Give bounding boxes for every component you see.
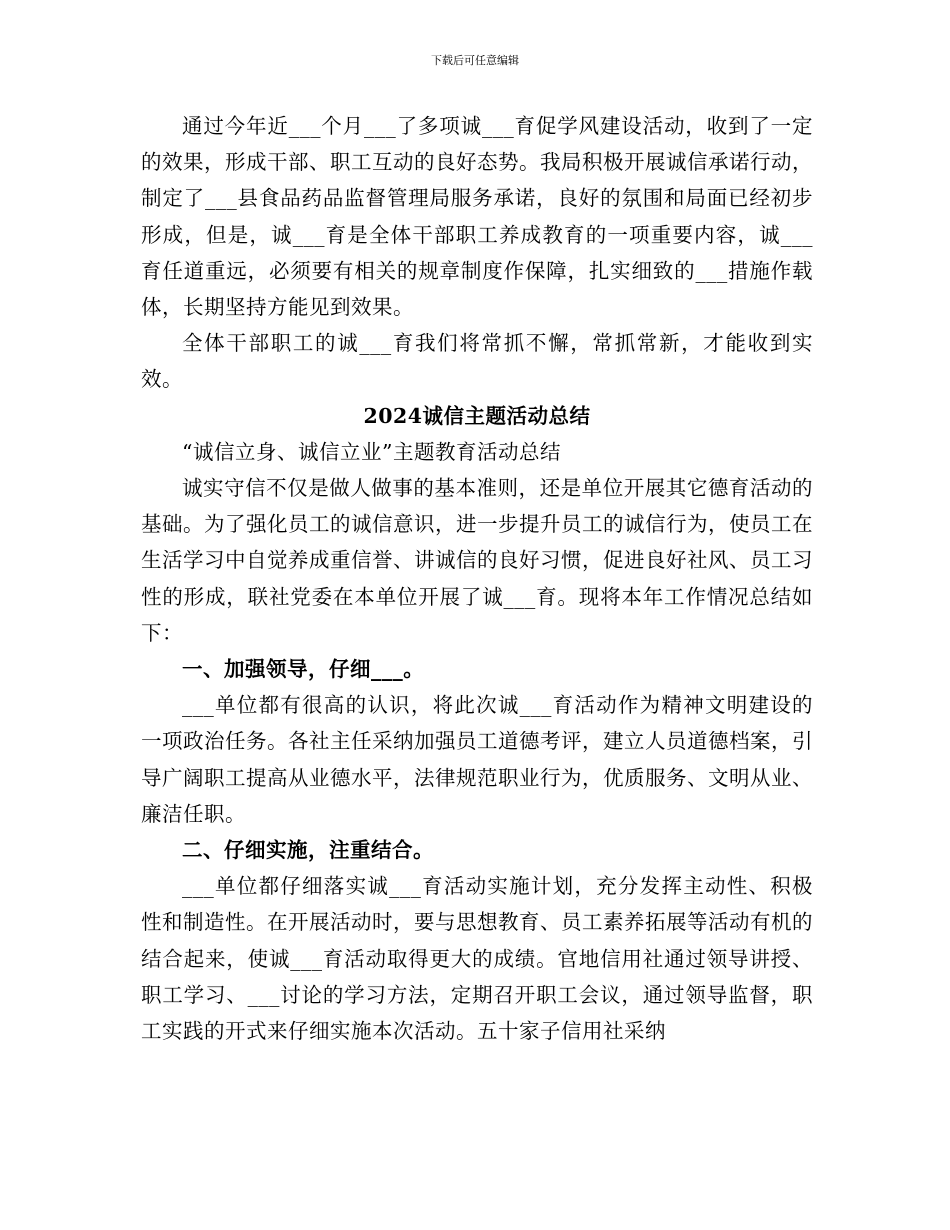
page-header: 下载后可任意编辑 <box>431 54 519 67</box>
intro-paragraph-1: 通过今年近___个月___了多项诚___育促学风建设活动，收到了一定的效果，形成干部、职工互动的良好态势。我局积极开展诚信承诺行动，制定了___县食品药品监督管理局服务承诺，良好的氛围和局面已经初步形成，但是，诚___育是全体干部职工养成教育的一项重要内容，诚___育任道重远，必须要有相关的规章制度作保障，扎实细致的___措施作载体，长期坚持方能见到效果。 <box>141 114 813 320</box>
section-2-heading: 二、仔细实施，注重结合。 <box>182 838 434 863</box>
document-body <box>141 108 813 1049</box>
body-paragraph-1: 诚实守信不仅是做人做事的基本准则，还是单位开展其它德育活动的基础。为了强化员工的诚信意识，进一步提升员工的诚信行为，使员工在生活学习中自觉养成重信誉、讲诚信的良好习惯，促进良好社风、员工习性的形成，联社党委在本单位开展了诚___育。现将本年工作情况总结如下： <box>141 476 813 645</box>
document-subtitle: “诚信立身、诚信立业”主题教育活动总结 <box>182 439 561 464</box>
section-2-paragraph: ___单位都仔细落实诚___育活动实施计划，充分发挥主动性、积极性和制造性。在开展活动时，要与思想教育、员工素养拓展等活动有机的结合起来，使诚___育活动取得更大的成绩。官地信用社通过领导讲授、职工学习、___讨论的学习方法，定期召开职工会议，通过领导监督，职工实践的开式来仔细实施本次活动。五十家子信用社采纳 <box>141 874 813 1044</box>
section-1-paragraph: ___单位都有很高的认识，将此次诚___育活动作为精神文明建设的一项政治任务。各社主任采纳加强员工道德考评，建立人员道德档案，引导广阔职工提高从业德水平，法律规范职业行为，优质服务、文明从业、廉洁任职。 <box>141 693 813 826</box>
document-title: 2024诚信主题活动总结 <box>363 403 591 428</box>
intro-paragraph-2: 全体干部职工的诚___育我们将常抓不懈，常抓常新，才能收到实效。 <box>141 331 813 392</box>
section-1-heading: 一、加强领导，仔细___。 <box>182 657 425 682</box>
